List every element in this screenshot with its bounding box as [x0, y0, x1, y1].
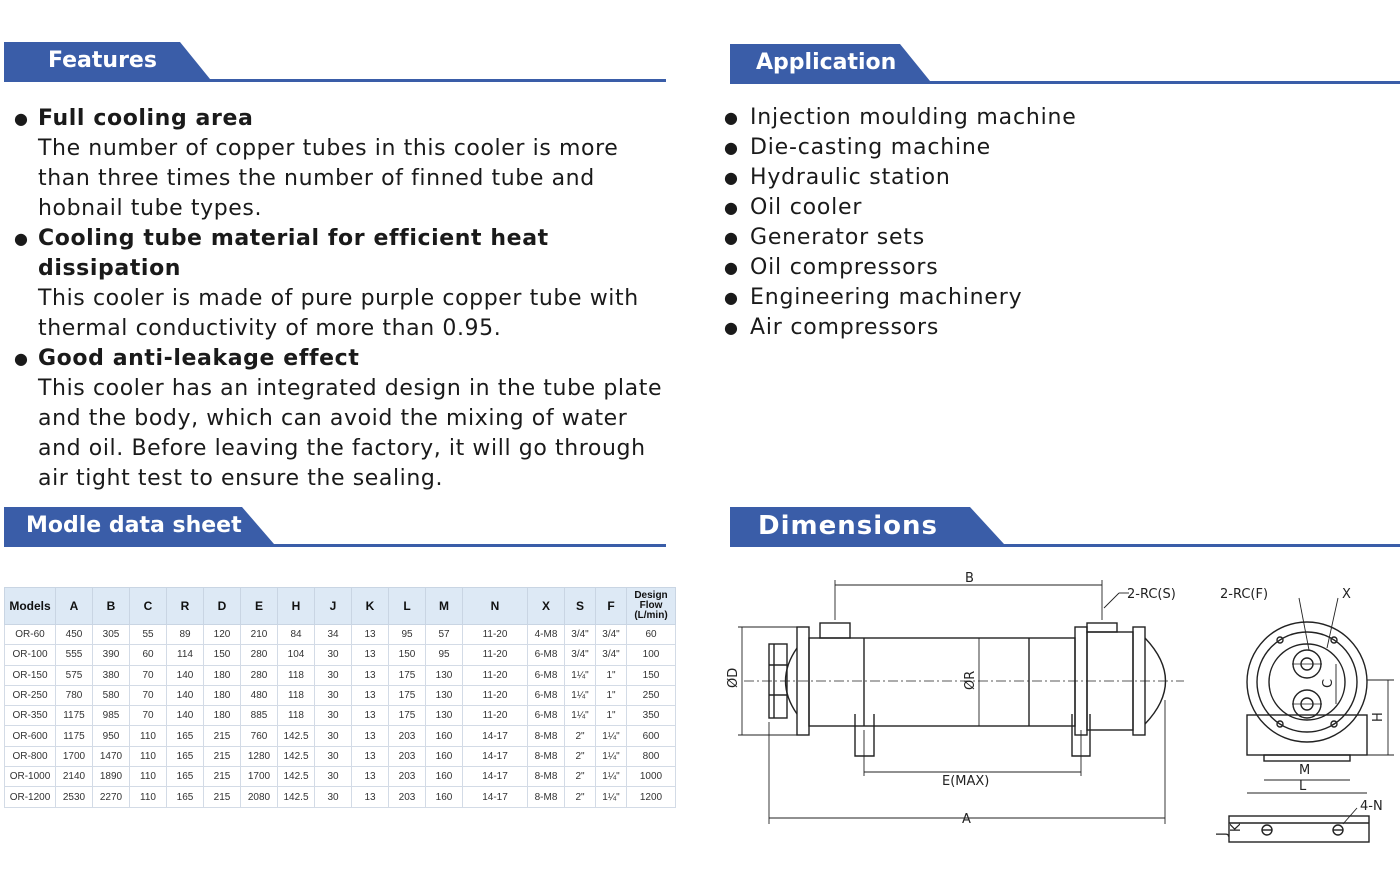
value-cell: 120 [204, 625, 241, 645]
table-header-cell: F [596, 588, 627, 625]
flow-header-line: Design [634, 590, 668, 601]
value-cell: 140 [167, 665, 204, 685]
value-cell: 150 [204, 645, 241, 665]
value-cell: 2" [565, 746, 596, 766]
application-item [724, 223, 1077, 253]
oil-port-left [820, 623, 850, 638]
bullet-icon: ● [724, 228, 739, 247]
model-cell: OR-150 [5, 665, 56, 685]
application-item-label: Die-casting machine [750, 135, 991, 160]
value-cell: 13 [352, 685, 389, 705]
value-cell: 165 [167, 746, 204, 766]
value-cell: 110 [130, 767, 167, 787]
table-header-cell: E [241, 588, 278, 625]
bullet-icon: ● [724, 168, 739, 187]
table-row [5, 706, 676, 726]
value-cell: 60 [627, 625, 676, 645]
bullet-icon: ● [14, 349, 29, 368]
value-cell: 150 [627, 665, 676, 685]
value-cell: 203 [389, 767, 426, 787]
value-cell: 6-M8 [528, 706, 565, 726]
dim-label-r: ØR [963, 670, 978, 690]
bullet-icon: ● [14, 109, 29, 128]
value-cell: 1470 [93, 746, 130, 766]
value-cell: 142.5 [278, 787, 315, 807]
value-cell: 210 [241, 625, 278, 645]
table-row [5, 665, 676, 685]
value-cell: 13 [352, 767, 389, 787]
dimensions-header [730, 507, 1400, 547]
value-cell: 1¼" [596, 726, 627, 746]
feature-line: This cooler is made of pure purple copper tube with [38, 286, 639, 311]
value-cell: 3/4" [565, 625, 596, 645]
value-cell: 140 [167, 706, 204, 726]
table-header-cell: K [352, 588, 389, 625]
value-cell: 110 [130, 746, 167, 766]
value-cell: 215 [204, 746, 241, 766]
value-cell: 89 [167, 625, 204, 645]
table-row [5, 726, 676, 746]
value-cell: 13 [352, 787, 389, 807]
value-cell: 800 [627, 746, 676, 766]
application-item [724, 193, 1077, 223]
table-header-cell: X [528, 588, 565, 625]
value-cell: 180 [204, 685, 241, 705]
value-cell: 280 [241, 665, 278, 685]
value-cell: 150 [389, 645, 426, 665]
dim-label-k: K [1229, 823, 1244, 832]
feature-item [14, 104, 684, 224]
value-cell: 34 [315, 625, 352, 645]
value-cell: 114 [167, 645, 204, 665]
value-cell: 130 [426, 685, 463, 705]
bullet-icon: ● [14, 229, 29, 248]
value-cell: 2" [565, 767, 596, 787]
table-row [5, 625, 676, 645]
value-cell: 165 [167, 767, 204, 787]
value-cell: 165 [167, 726, 204, 746]
value-cell: 3/4" [596, 645, 627, 665]
table-row [5, 787, 676, 807]
value-cell: 175 [389, 685, 426, 705]
dim-label-j: J [1215, 832, 1230, 836]
feature-line: and the body, which can avoid the mixing of water [38, 406, 628, 431]
value-cell: 175 [389, 706, 426, 726]
value-cell: 1" [596, 706, 627, 726]
feature-line: The number of copper tubes in this cooler is more [38, 136, 619, 161]
value-cell: 13 [352, 665, 389, 685]
value-cell: 13 [352, 645, 389, 665]
application-item [724, 133, 1077, 163]
value-cell: 2530 [56, 787, 93, 807]
value-cell: 8-M8 [528, 746, 565, 766]
table-header-cell: J [315, 588, 352, 625]
dim-label-n: 4-N [1360, 799, 1383, 814]
flow-header-line: Flow [639, 600, 663, 611]
value-cell: 160 [426, 746, 463, 766]
bullet-icon: ● [724, 288, 739, 307]
bullet-icon: ● [724, 138, 739, 157]
application-item-label: Generator sets [750, 225, 925, 250]
table-header-cell: M [426, 588, 463, 625]
table-header-cell: S [565, 588, 596, 625]
value-cell: 950 [93, 726, 130, 746]
value-cell: 1¼" [596, 746, 627, 766]
value-cell: 118 [278, 706, 315, 726]
value-cell: 30 [315, 726, 352, 746]
value-cell: 8-M8 [528, 767, 565, 787]
value-cell: 30 [315, 665, 352, 685]
feature-title: Cooling tube material for efficient heat dissipation [38, 226, 549, 281]
table-header-row [5, 588, 676, 625]
datasheet-header-line [4, 544, 666, 547]
dimensions-header-line [730, 544, 1400, 547]
application-item-label: Air compressors [750, 315, 940, 340]
value-cell: 780 [56, 685, 93, 705]
value-cell: 30 [315, 685, 352, 705]
dimensions-drawing [724, 560, 1400, 852]
table-header-cell: N [463, 588, 528, 625]
feature-line: than three times the number of finned tube and [38, 166, 595, 191]
flow-header-line: (L/min) [634, 610, 668, 621]
value-cell: 215 [204, 726, 241, 746]
application-item-label: Hydraulic station [750, 165, 951, 190]
datasheet-header-title: Modle data sheet [26, 513, 242, 538]
application-item [724, 253, 1077, 283]
value-cell: 1000 [627, 767, 676, 787]
value-cell: 142.5 [278, 746, 315, 766]
value-cell: 30 [315, 706, 352, 726]
features-header-title: Features [48, 48, 157, 73]
value-cell: 450 [56, 625, 93, 645]
value-cell: 985 [93, 706, 130, 726]
value-cell: 13 [352, 706, 389, 726]
model-cell: OR-100 [5, 645, 56, 665]
model-cell: OR-60 [5, 625, 56, 645]
features-header-line [4, 79, 666, 82]
dim-label-a: A [962, 812, 971, 827]
dim-label-s: 2-RC(S) [1127, 587, 1176, 602]
application-item [724, 313, 1077, 343]
value-cell: 2" [565, 726, 596, 746]
dim-label-x: X [1342, 587, 1351, 602]
value-cell: 60 [130, 645, 167, 665]
value-cell: 110 [130, 787, 167, 807]
value-cell: 70 [130, 665, 167, 685]
application-list [724, 103, 1077, 343]
table-header-cell: L [389, 588, 426, 625]
value-cell: 57 [426, 625, 463, 645]
value-cell: 110 [130, 726, 167, 746]
value-cell: 2080 [241, 787, 278, 807]
value-cell: 6-M8 [528, 665, 565, 685]
value-cell: 4-M8 [528, 625, 565, 645]
value-cell: 305 [93, 625, 130, 645]
value-cell: 6-M8 [528, 645, 565, 665]
feature-title: Good anti-leakage effect [38, 346, 360, 371]
value-cell: 160 [426, 787, 463, 807]
value-cell: 203 [389, 787, 426, 807]
application-header [730, 44, 1400, 84]
feature-line: hobnail tube types. [38, 196, 263, 221]
value-cell: 180 [204, 706, 241, 726]
application-header-line [730, 81, 1400, 84]
value-cell: 575 [56, 665, 93, 685]
bullet-icon: ● [724, 198, 739, 217]
model-cell: OR-1200 [5, 787, 56, 807]
value-cell: 14-17 [463, 746, 528, 766]
table-header-cell: A [56, 588, 93, 625]
value-cell: 55 [130, 625, 167, 645]
oil-port-right [1087, 623, 1117, 632]
dim-label-f: 2-RC(F) [1220, 587, 1269, 602]
value-cell: 280 [241, 645, 278, 665]
application-item-label: Oil compressors [750, 255, 939, 280]
value-cell: 165 [167, 787, 204, 807]
model-cell: OR-1000 [5, 767, 56, 787]
model-cell: OR-800 [5, 746, 56, 766]
value-cell: 11-20 [463, 625, 528, 645]
value-cell: 1175 [56, 706, 93, 726]
value-cell: 8-M8 [528, 787, 565, 807]
application-item-label: Injection moulding machine [750, 105, 1077, 130]
value-cell: 1700 [56, 746, 93, 766]
table-header-cell: B [93, 588, 130, 625]
value-cell: 203 [389, 746, 426, 766]
value-cell: 104 [278, 645, 315, 665]
dim-label-b: B [965, 571, 974, 586]
table-header-cell: R [167, 588, 204, 625]
value-cell: 95 [426, 645, 463, 665]
value-cell: 350 [627, 706, 676, 726]
value-cell: 1¼" [596, 787, 627, 807]
value-cell: 1¼" [565, 665, 596, 685]
value-cell: 30 [315, 645, 352, 665]
model-cell: OR-600 [5, 726, 56, 746]
value-cell: 30 [315, 767, 352, 787]
value-cell: 215 [204, 787, 241, 807]
table-header-cell: H [278, 588, 315, 625]
table-row [5, 645, 676, 665]
value-cell: 6-M8 [528, 685, 565, 705]
value-cell: 140 [167, 685, 204, 705]
dim-label-d: ØD [726, 667, 741, 688]
value-cell: 2140 [56, 767, 93, 787]
value-cell: 142.5 [278, 726, 315, 746]
features-list [14, 104, 684, 494]
value-cell: 760 [241, 726, 278, 746]
feature-line: thermal conductivity of more than 0.95. [38, 316, 502, 341]
value-cell: 215 [204, 767, 241, 787]
value-cell: 1¼" [565, 706, 596, 726]
feature-line: air tight test to ensure the sealing. [38, 466, 444, 491]
table-header-cell: Models [5, 588, 56, 625]
value-cell: 14-17 [463, 726, 528, 746]
value-cell: 555 [56, 645, 93, 665]
end-view-base [1247, 715, 1367, 755]
table-row [5, 767, 676, 787]
value-cell: 1¼" [565, 685, 596, 705]
value-cell: 380 [93, 665, 130, 685]
value-cell: 30 [315, 746, 352, 766]
value-cell: 130 [426, 665, 463, 685]
value-cell: 580 [93, 685, 130, 705]
bullet-icon: ● [724, 258, 739, 277]
value-cell: 8-M8 [528, 726, 565, 746]
value-cell: 1" [596, 685, 627, 705]
bullet-icon: ● [724, 318, 739, 337]
value-cell: 14-17 [463, 767, 528, 787]
value-cell: 203 [389, 726, 426, 746]
value-cell: 70 [130, 706, 167, 726]
value-cell: 180 [204, 665, 241, 685]
value-cell: 13 [352, 746, 389, 766]
feature-title: Full cooling area [38, 106, 254, 131]
application-item-label: Oil cooler [750, 195, 863, 220]
value-cell: 11-20 [463, 665, 528, 685]
value-cell: 11-20 [463, 706, 528, 726]
dim-label-m: M [1299, 763, 1311, 778]
table-row [5, 685, 676, 705]
value-cell: 885 [241, 706, 278, 726]
model-cell: OR-250 [5, 685, 56, 705]
value-cell: 14-17 [463, 787, 528, 807]
value-cell: 30 [315, 787, 352, 807]
application-item [724, 283, 1077, 313]
model-cell: OR-350 [5, 706, 56, 726]
dim-label-h: H [1371, 712, 1386, 722]
shell [809, 638, 1075, 726]
application-item [724, 103, 1077, 133]
value-cell: 100 [627, 645, 676, 665]
value-cell: 11-20 [463, 685, 528, 705]
application-item-label: Engineering machinery [750, 285, 1023, 310]
feature-line: This cooler has an integrated design in the tube plate [38, 376, 663, 401]
dim-label-l: L [1299, 779, 1307, 794]
application-item [724, 163, 1077, 193]
value-cell: 84 [278, 625, 315, 645]
value-cell: 1890 [93, 767, 130, 787]
feature-item [14, 344, 684, 494]
model-data-table [4, 587, 676, 808]
value-cell: 118 [278, 665, 315, 685]
value-cell: 13 [352, 726, 389, 746]
value-cell: 1200 [627, 787, 676, 807]
value-cell: 1¼" [596, 767, 627, 787]
value-cell: 2270 [93, 787, 130, 807]
value-cell: 250 [627, 685, 676, 705]
application-header-title: Application [756, 50, 897, 75]
value-cell: 142.5 [278, 767, 315, 787]
datasheet-header [4, 507, 666, 547]
features-header [4, 42, 666, 82]
value-cell: 3/4" [565, 645, 596, 665]
value-cell: 1" [596, 665, 627, 685]
table-header-cell: D [204, 588, 241, 625]
dim-label-e: E(MAX) [942, 774, 990, 789]
value-cell: 390 [93, 645, 130, 665]
value-cell: 11-20 [463, 645, 528, 665]
value-cell: 2" [565, 787, 596, 807]
table-header-cell-flow [627, 588, 676, 625]
table-header-cell: C [130, 588, 167, 625]
value-cell: 13 [352, 625, 389, 645]
value-cell: 1175 [56, 726, 93, 746]
value-cell: 1700 [241, 767, 278, 787]
value-cell: 175 [389, 665, 426, 685]
dim-label-c: C [1321, 678, 1336, 688]
value-cell: 95 [389, 625, 426, 645]
table-row [5, 746, 676, 766]
value-cell: 118 [278, 685, 315, 705]
value-cell: 1280 [241, 746, 278, 766]
value-cell: 480 [241, 685, 278, 705]
value-cell: 160 [426, 726, 463, 746]
value-cell: 130 [426, 706, 463, 726]
feature-line: and oil. Before leaving the factory, it will go through [38, 436, 646, 461]
feature-item [14, 224, 684, 344]
bullet-icon: ● [724, 108, 739, 127]
cooler-end-view [1247, 598, 1394, 793]
value-cell: 600 [627, 726, 676, 746]
dimensions-header-title: Dimensions [758, 510, 938, 541]
value-cell: 3/4" [596, 625, 627, 645]
value-cell: 160 [426, 767, 463, 787]
foot-plate-view [1229, 808, 1369, 842]
value-cell: 70 [130, 685, 167, 705]
